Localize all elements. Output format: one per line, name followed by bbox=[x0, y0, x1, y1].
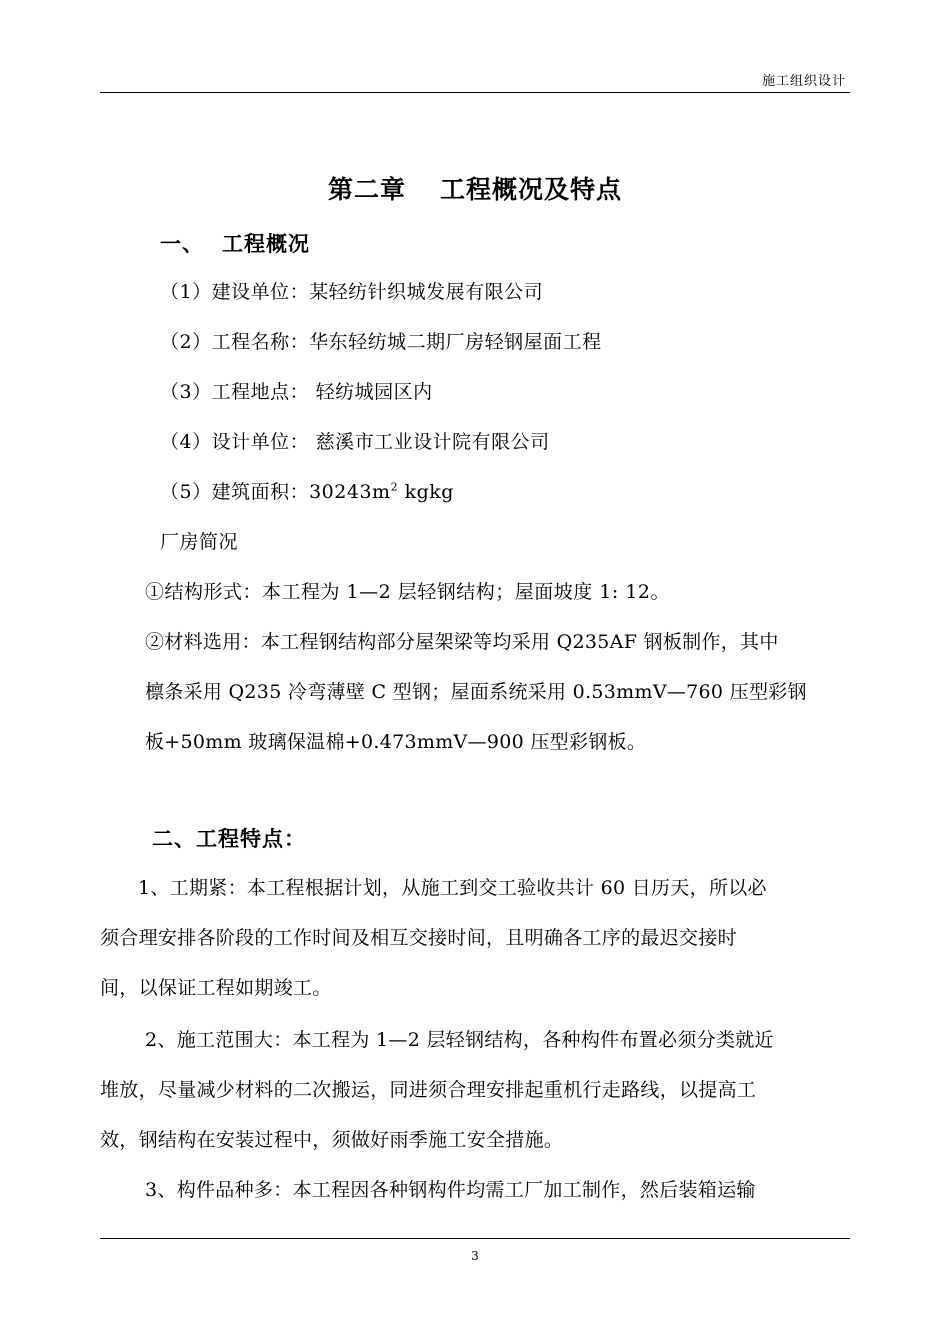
chapter-number: 第二章 bbox=[327, 175, 406, 204]
area-label: （5）建筑面积：30243m bbox=[160, 481, 391, 503]
material-line-3: 板+50mm 玻璃保温棉+0.473mmV—900 压型彩钢板。 bbox=[145, 731, 647, 753]
factory-overview-heading: 厂房简况 bbox=[160, 531, 239, 553]
para1-line-1: 1、工期紧：本工程根据计划，从施工到交工验收共计 60 日历天，所以必 bbox=[138, 877, 767, 899]
item-building-area bbox=[160, 477, 454, 504]
para2-line-2: 堆放，尽量减少材料的二次搬运，同进须合理安排起重机行走路线，以提高工 bbox=[100, 1079, 757, 1101]
running-header: 施工组织设计 bbox=[761, 74, 846, 89]
para1-line-2: 须合理安排各阶段的工作时间及相互交接时间，且明确各工序的最迟交接时 bbox=[100, 927, 737, 949]
section1-heading bbox=[160, 228, 310, 258]
structure-form: ①结构形式：本工程为 1—2 层轻钢结构；屋面坡度 1: 12。 bbox=[145, 581, 671, 603]
page-number: 3 bbox=[471, 1249, 479, 1263]
item-construction-unit: （1）建设单位：某轻纺针织城发展有限公司 bbox=[160, 281, 544, 303]
para2-line-3: 效，钢结构在安装过程中，须做好雨季施工安全措施。 bbox=[100, 1129, 564, 1151]
section1-number: 一、 bbox=[160, 231, 204, 256]
para2-line-1: 2、施工范围大：本工程为 1—2 层轻钢结构，各种构件布置必须分类就近 bbox=[145, 1029, 774, 1051]
section2-heading: 二、工程特点： bbox=[152, 826, 306, 851]
material-line-2: 檩条采用 Q235 冷弯薄壁 C 型钢；屋面系统采用 0.53mmV—760 压型彩钢 bbox=[145, 681, 807, 703]
area-superscript: 2 bbox=[390, 480, 399, 494]
area-suffix: kgkg bbox=[398, 481, 454, 503]
chapter-heading: 工程概况及特点 bbox=[440, 175, 623, 204]
para1-line-3: 间，以保证工程如期竣工。 bbox=[100, 977, 332, 999]
section1-title: 工程概况 bbox=[222, 231, 310, 256]
header-rule bbox=[100, 92, 850, 93]
footer-rule bbox=[100, 1238, 850, 1239]
chapter-title bbox=[0, 170, 950, 206]
item-project-location: （3）工程地点： 轻纺城园区内 bbox=[160, 381, 433, 403]
item-project-name: （2）工程名称：华东轻纺城二期厂房轻钢屋面工程 bbox=[160, 331, 602, 353]
item-design-unit: （4）设计单位： 慈溪市工业设计院有限公司 bbox=[160, 431, 550, 453]
material-line-1: ②材料选用：本工程钢结构部分屋架梁等均采用 Q235AF 钢板制作，其中 bbox=[145, 631, 779, 653]
para3-line-1: 3、构件品种多：本工程因各种钢构件均需工厂加工制作，然后装箱运输 bbox=[145, 1179, 756, 1201]
